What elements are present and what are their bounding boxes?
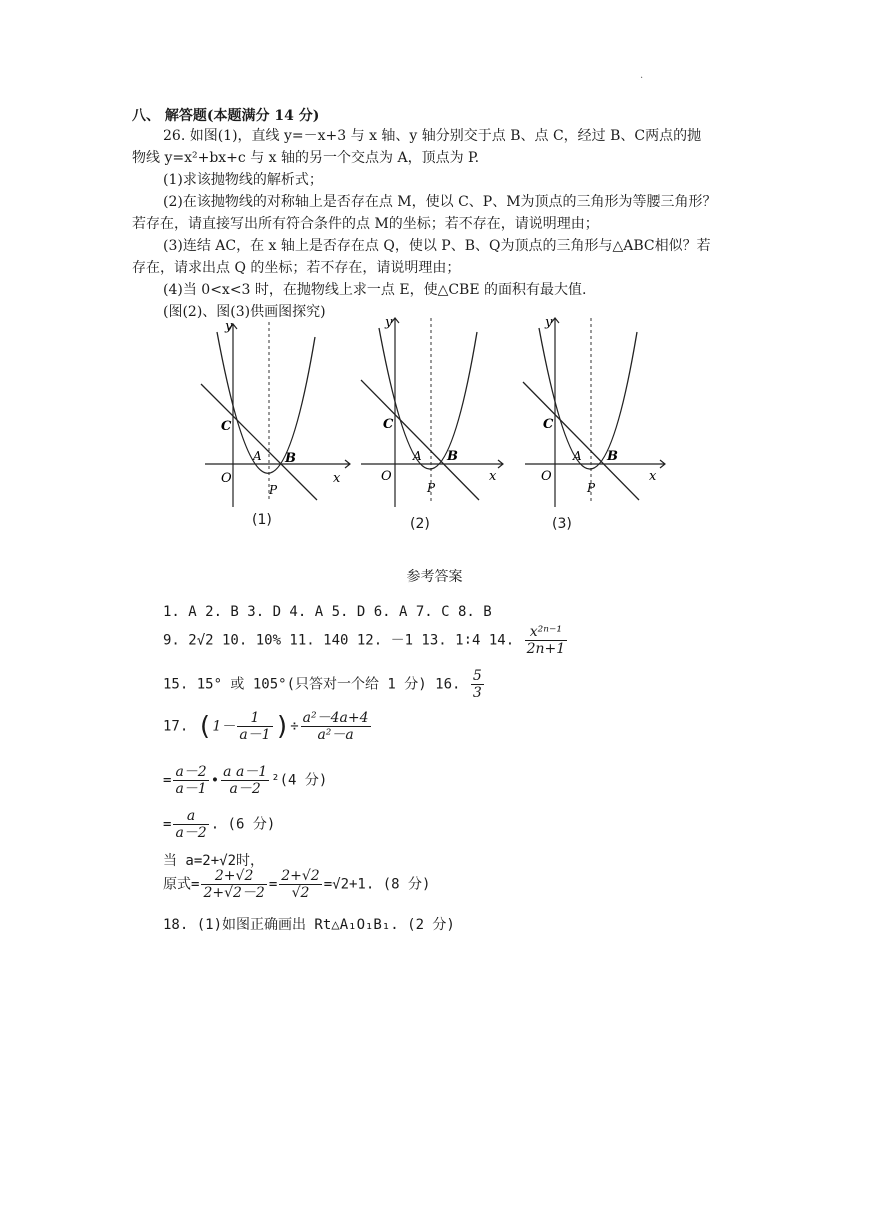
answer-17-f2-num: a²－4a+4	[302, 710, 369, 726]
step-2-num: a	[173, 808, 208, 825]
answer-18: 18. (1)如图正确画出 Rt△A₁O₁B₁. (2 分)	[163, 917, 455, 933]
step-1-f1-num: a－2	[175, 764, 207, 780]
problem-q4: (4)当 0<x<3 时，在抛物线上求一点 E，使△CBE 的面积有最大值.	[163, 282, 587, 298]
answer-17-fraction-1	[237, 710, 272, 743]
fig2-label-B: B	[447, 449, 458, 464]
fig1-label-y: y	[225, 319, 233, 334]
parabola-graph-2	[355, 312, 515, 512]
fig1-label-C: C	[221, 419, 232, 434]
fig2-label-A: A	[413, 449, 422, 463]
section-title: 八、 解答题(本题满分 14 分)	[132, 108, 320, 124]
answer-14-fraction	[525, 624, 568, 657]
answer-17-f2-den: a²－a	[317, 727, 354, 743]
step-4-f2-den: √2	[291, 885, 310, 901]
answers-heading: 参考答案	[406, 569, 463, 585]
problem-q3a: (3)连结 AC，在 x 轴上是否存在点 Q，使以 P、B、Q为顶点的三角形与△ABC相似？若	[163, 238, 711, 254]
step-2-fraction	[173, 808, 208, 841]
problem-line-2: 物线 y=x²+bx+c 与 x 轴的另一个交点为 A，顶点为 P.	[132, 150, 480, 166]
step-1-fraction-2	[221, 764, 269, 797]
fig3-label-x: x	[649, 469, 657, 484]
answers-row-2-text: 9. 2√2 10. 10% 11. 140 12. －1 13. 1∶4 14.	[163, 632, 515, 649]
left-bracket: (	[196, 711, 213, 742]
fig1-label-x: x	[333, 471, 341, 486]
answer-17-one: 1－	[212, 718, 236, 735]
step-1-f1-den: a－1	[175, 781, 207, 797]
answer-17-step-2	[163, 808, 275, 841]
problem-line-1: 26. 如图(1)，直线 y=－x+3 与 x 轴、y 轴分别交于点 B、点 C，经过 B、C两点的抛	[163, 128, 702, 144]
step-4-result: =√2+1. (8 分)	[323, 876, 431, 893]
step-4-f2-num: 2+√2	[281, 868, 320, 884]
fig2-label-y: y	[385, 315, 393, 330]
figure-2-caption: (2)	[410, 516, 430, 532]
fig2-label-C: C	[383, 417, 394, 432]
fig1-label-B: B	[285, 451, 296, 466]
step-1-f2-den: a－2	[229, 781, 261, 797]
fig3-label-P: P	[587, 481, 596, 495]
fig3-label-A: A	[573, 449, 582, 463]
fig3-label-O: O	[541, 469, 552, 484]
answer-17-expression	[163, 710, 373, 743]
answer-16-numerator: 5	[472, 668, 482, 684]
fig3-label-y: y	[545, 315, 553, 330]
answers-row-3-text: 15. 15° 或 105°(只答对一个给 1 分) 16.	[163, 676, 461, 693]
step-1-dot: •	[210, 772, 220, 789]
parabola-graph-3	[515, 312, 675, 512]
fig3-label-B: B	[607, 449, 618, 464]
fig2-label-P: P	[427, 481, 436, 495]
figure-3	[515, 312, 675, 516]
fig1-label-A: A	[253, 449, 262, 463]
problem-q1: (1)求该抛物线的解析式；	[163, 172, 323, 188]
answer-17-divide: ÷	[290, 718, 299, 735]
answers-row-3	[163, 668, 486, 701]
fig1-label-P: P	[269, 483, 278, 497]
step-4-label: 原式=	[163, 876, 200, 893]
figure-1	[195, 312, 355, 516]
answers-row-1: 1. A 2. B 3. D 4. A 5. D 6. A 7. C 8. B	[163, 604, 492, 620]
answer-16-fraction	[471, 668, 484, 701]
step-4-equals: =	[268, 876, 278, 893]
answer-14-numerator: x²ⁿ⁻¹	[525, 624, 568, 641]
answer-16-denominator: 3	[472, 685, 482, 701]
answer-17-step-1	[163, 764, 327, 797]
figure-3-caption: (3)	[552, 516, 572, 532]
step-2-den: a－2	[175, 825, 207, 841]
answers-row-2	[163, 624, 569, 657]
step-4-fraction-2	[279, 868, 321, 901]
fig1-label-O: O	[221, 471, 232, 486]
answer-14-denominator: 2n+1	[526, 641, 566, 657]
step-4-f1-den: 2+√2－2	[203, 885, 265, 901]
answer-17-step-4	[163, 868, 430, 901]
problem-q3b: 存在，请求出点 Q 的坐标；若不存在，请说明理由；	[132, 260, 461, 276]
figure-2	[355, 312, 515, 516]
answer-17-f1-den: a－1	[239, 727, 271, 743]
answer-17-f1-num: 1	[237, 710, 272, 727]
answer-17-step-3: 当 a=2+√2时，	[163, 853, 265, 869]
page-dot: .	[640, 70, 644, 81]
step-4-f1-num: 2+√2	[201, 868, 266, 885]
answer-17-label: 17.	[163, 718, 189, 735]
right-bracket: )	[274, 711, 291, 742]
step-1-equals: =	[163, 772, 172, 789]
problem-q2b: 若存在，请直接写出所有符合条件的点 M的坐标；若不存在，请说明理由；	[132, 216, 599, 232]
step-1-f2-num: a a－1	[223, 764, 268, 780]
fig2-label-O: O	[381, 469, 392, 484]
answer-17-fraction-2	[301, 710, 371, 743]
parabola-graph-1	[195, 312, 355, 512]
fig3-label-C: C	[543, 417, 554, 432]
step-1-score: ²(4 分)	[271, 772, 328, 789]
problem-note: (图(2)、图(3)供画图探究)	[163, 304, 326, 320]
step-2-score: . (6 分)	[210, 816, 276, 833]
fig2-label-x: x	[489, 469, 497, 484]
problem-q2a: (2)在该抛物线的对称轴上是否存在点 M，使以 C、P、M为顶点的三角形为等腰三角形？	[163, 194, 717, 210]
figure-1-caption: (1)	[252, 512, 272, 528]
step-2-equals: =	[163, 816, 172, 833]
step-4-fraction-1	[201, 868, 266, 901]
step-1-fraction-1	[173, 764, 208, 797]
